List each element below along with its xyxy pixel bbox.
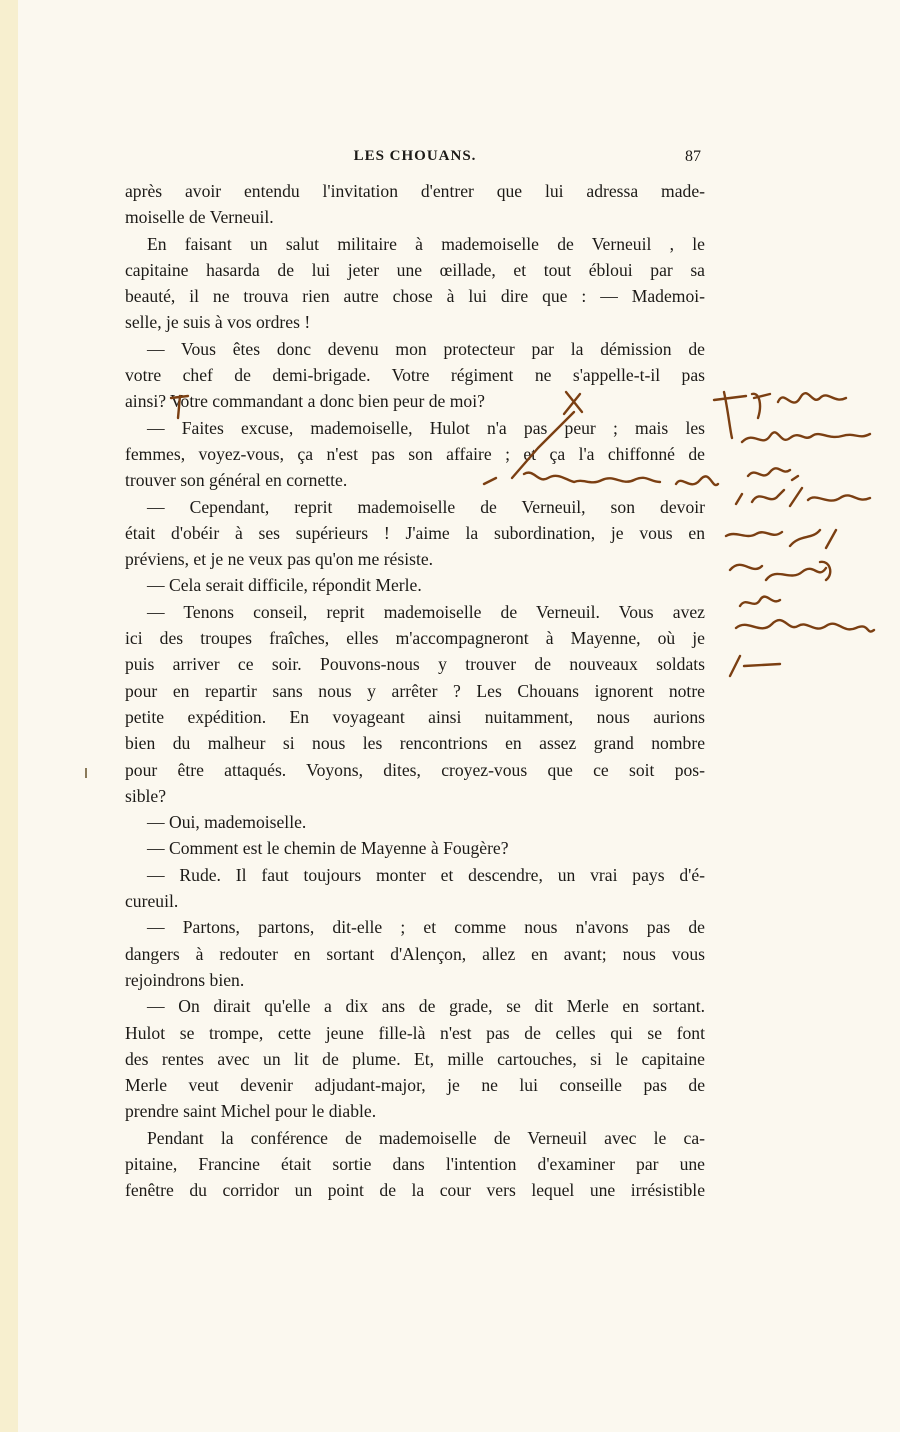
text-line: moiselle de Verneuil. xyxy=(125,207,274,228)
text-line: — Faites excuse, mademoiselle, Hulot n'a pas peur ; mais les xyxy=(147,417,705,438)
text-line: beauté, il ne trouva rien autre chose à lui dire que : — Mademoi- xyxy=(125,286,705,307)
text-line: pour en repartir sans nous y arrêter ? Les Chouans ignorent notre xyxy=(125,680,705,701)
running-title: LES CHOUANS. xyxy=(353,148,477,164)
text-line: après avoir entendu l'invitation d'entrer que lui adressa made- xyxy=(125,181,705,201)
text-line: rejoindrons bien. xyxy=(125,969,245,990)
text-line: ici des troupes fraîches, elles m'accompagneront à Mayenne, où je xyxy=(125,628,705,649)
text-line: fenêtre du corridor un point de la cour vers lequel une irrésistible xyxy=(125,1180,705,1201)
text-line: — Tenons conseil, reprit mademoiselle de Verneuil. Vous avez xyxy=(147,601,705,622)
text-line: préviens, et je ne veux pas qu'on me résiste. xyxy=(125,549,434,570)
text-line: prendre saint Michel pour le diable. xyxy=(125,1101,377,1122)
text-line: — Partons, partons, dit-elle ; et comme nous n'avons pas de xyxy=(147,917,705,938)
text-line: puis arriver ce soir. Pouvons-nous y trouver de nouveaux soldats xyxy=(125,654,705,675)
text-line: femmes, voyez-vous, ça n'est pas son affaire ; et ça l'a chiffonné de xyxy=(125,443,705,464)
text-line: dangers à redouter en sortant d'Alençon, allez en avant; nous vous xyxy=(125,943,705,964)
text-line: — Comment est le chemin de Mayenne à Fougère? xyxy=(147,838,509,859)
text-line: bien du malheur si nous les rencontrions en assez grand nombre xyxy=(125,733,705,754)
text-line: pitaine, Francine était sortie dans l'intention d'examiner par une xyxy=(125,1153,705,1174)
text-line: — Rude. Il faut toujours monter et descendre, un vrai pays d'é- xyxy=(147,864,705,885)
text-line: En faisant un salut militaire à mademoiselle de Verneuil , le xyxy=(147,233,705,254)
text-line: des rentes avec un lit de plume. Et, mille cartouches, si le capitaine xyxy=(125,1048,705,1069)
text-line: trouver son général en cornette. xyxy=(125,470,348,491)
text-line: — Cela serait difficile, répondit Merle. xyxy=(147,575,422,596)
text-line: sible? xyxy=(125,785,167,806)
text-line: — Vous êtes donc devenu mon protecteur par la démission de xyxy=(147,338,705,359)
text-line: votre chef de demi-brigade. Votre régiment ne s'appelle-t-il pas xyxy=(125,365,705,386)
text-line: Merle veut devenir adjudant-major, je ne lui conseille pas de xyxy=(125,1075,705,1096)
text-line: — Oui, mademoiselle. xyxy=(147,812,307,833)
page-number: 87 xyxy=(685,148,701,165)
text-line: Pendant la conférence de mademoiselle de Verneuil avec le ca- xyxy=(147,1127,705,1148)
text-line: capitaine hasarda de lui jeter une œillade, et tout ébloui par sa xyxy=(125,259,705,280)
text-line: était d'obéir à ses supérieurs ! J'aime la subordination, je vous en xyxy=(125,522,705,543)
stray-ink-mark xyxy=(85,768,87,778)
text-line: selle, je suis à vos ordres ! xyxy=(125,312,311,333)
text-line: — On dirait qu'elle a dix ans de grade, se dit Merle en sortant. xyxy=(147,996,705,1017)
page-header xyxy=(125,148,705,170)
text-line: petite expédition. En voyageant ainsi nuitamment, nous aurions xyxy=(125,706,705,727)
text-line: ainsi? Votre commandant a donc bien peur de moi? xyxy=(125,391,485,412)
body-text xyxy=(125,178,705,1204)
text-line: pour être attaqués. Voyons, dites, croyez-vous que ce soit pos- xyxy=(125,759,705,780)
text-line: cureuil. xyxy=(125,891,179,912)
text-line: Hulot se trompe, cette jeune fille-là n'est pas de celles qui se font xyxy=(125,1022,705,1043)
text-line: — Cependant, reprit mademoiselle de Verneuil, son devoir xyxy=(147,496,705,517)
